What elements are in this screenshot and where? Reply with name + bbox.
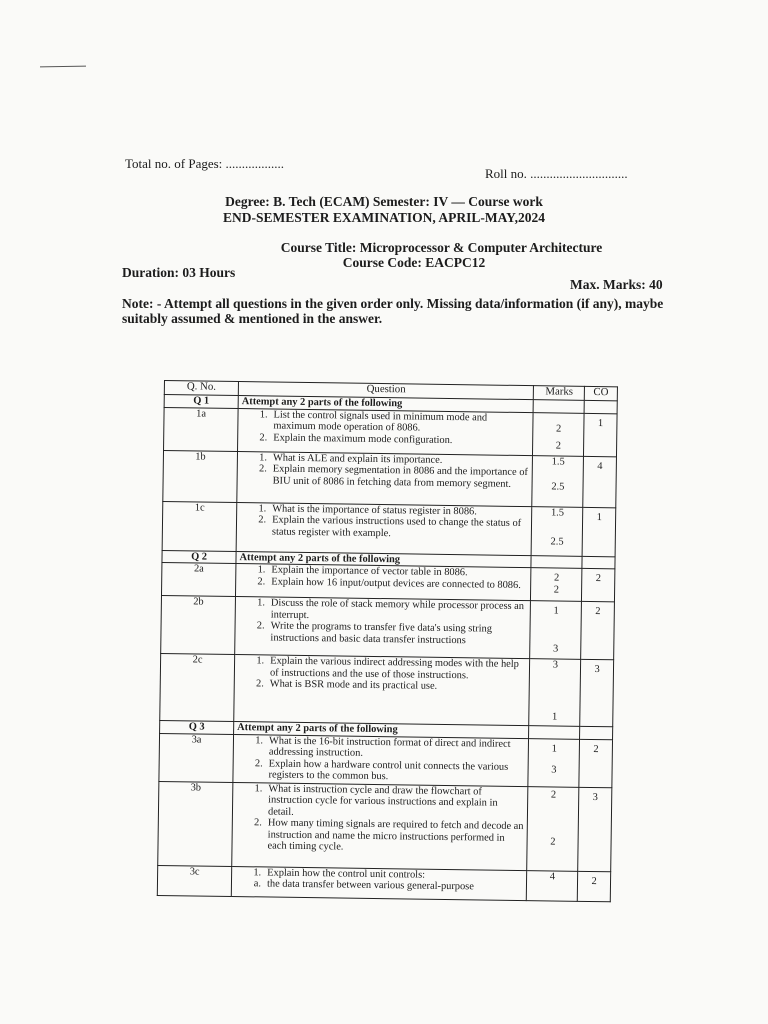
part-marks bbox=[530, 601, 582, 660]
duration: Duration: 03 Hours bbox=[122, 265, 236, 280]
part-questions bbox=[233, 734, 529, 786]
part-id: 2b bbox=[161, 595, 236, 654]
part-questions bbox=[234, 655, 530, 726]
table-row bbox=[160, 653, 614, 726]
marks-value: 2 bbox=[553, 572, 560, 584]
part-questions bbox=[236, 564, 532, 601]
marks-value: 1.5 bbox=[550, 506, 565, 519]
part-marks bbox=[531, 568, 582, 602]
table-row bbox=[163, 450, 617, 507]
co-value: 4 bbox=[597, 460, 603, 472]
part-questions bbox=[236, 502, 532, 555]
part-id: 2c bbox=[160, 653, 235, 721]
part-id: 3b bbox=[158, 781, 233, 866]
roll-number: Roll no. .............................. bbox=[485, 166, 628, 181]
exam-title: END-SEMESTER EXAMINATION, APRIL-MAY,2024 bbox=[222, 210, 546, 225]
question-number: a. bbox=[253, 878, 262, 890]
question-item bbox=[241, 463, 530, 490]
question-number: 1. bbox=[254, 782, 263, 794]
part-questions bbox=[238, 408, 534, 455]
question-number: 1. bbox=[257, 564, 266, 576]
course-code: Course Code: EACPC12 bbox=[342, 255, 486, 270]
part-co bbox=[581, 601, 615, 659]
question-number: 2. bbox=[255, 678, 264, 690]
part-co bbox=[584, 413, 617, 456]
question-number: 2. bbox=[258, 514, 267, 526]
part-marks bbox=[532, 506, 583, 556]
question-number: 2. bbox=[254, 757, 263, 769]
section-qno: Q 3 bbox=[160, 720, 234, 734]
question-text: List the control signals used in minimum mode and maximum mode operation of 8086. bbox=[273, 409, 488, 434]
question-text: What is the 16-bit instruction format of direct and indirect addressing instruction. bbox=[268, 735, 511, 759]
marks-value: 2 bbox=[556, 422, 562, 435]
section-marks-cell bbox=[529, 726, 580, 739]
question-item bbox=[236, 758, 525, 785]
part-questions bbox=[232, 782, 529, 870]
question-text: Discuss the role of stack memory while processor process an interrupt. bbox=[270, 597, 525, 621]
question-number: 2. bbox=[258, 463, 267, 475]
question-text: Explain the various instructions used to change the status of status register with example. bbox=[271, 514, 522, 539]
section-marks-cell bbox=[531, 555, 582, 568]
part-marks bbox=[527, 786, 579, 871]
part-id: 1a bbox=[164, 407, 239, 451]
question-table bbox=[157, 380, 618, 902]
question-text: Explain how 16 input/output devices are connected to 8086. bbox=[271, 576, 521, 591]
table-row bbox=[158, 781, 612, 871]
question-number: 2. bbox=[257, 575, 266, 587]
marks-value: 3 bbox=[552, 642, 559, 655]
question-text: What is BSR mode and its practical use. bbox=[269, 678, 438, 692]
part-co bbox=[582, 568, 615, 601]
max-marks: Max. Marks: 40 bbox=[570, 277, 663, 292]
co-value: 1 bbox=[596, 511, 602, 523]
section-co-cell bbox=[584, 400, 617, 413]
question-text: Write the programs to transfer five data's using string instructions and basic data transfer instructions bbox=[270, 620, 493, 646]
marks-value: 1 bbox=[551, 710, 558, 723]
co-value: 2 bbox=[595, 606, 601, 618]
part-co bbox=[579, 739, 612, 787]
part-marks bbox=[528, 738, 579, 787]
question-text: What is the importance of status register in 8086. bbox=[272, 503, 477, 517]
marks-value: 2.5 bbox=[550, 536, 564, 548]
table-row bbox=[157, 865, 610, 901]
marks-value: 1.5 bbox=[551, 455, 565, 468]
question-item bbox=[238, 620, 527, 647]
part-co bbox=[577, 871, 610, 901]
part-questions bbox=[237, 451, 533, 506]
question-number: 2. bbox=[259, 431, 268, 443]
question-number: 2. bbox=[256, 620, 265, 632]
question-text: What is instruction cycle and draw the flowchart of instruction cycle for various instructions and explain in detail. bbox=[267, 782, 498, 818]
table-row bbox=[161, 595, 615, 659]
marks-value: 2 bbox=[550, 836, 556, 848]
total-pages: Total no. of Pages: .................. bbox=[125, 156, 285, 171]
section-instruction: Attempt any 2 parts of the following bbox=[236, 551, 532, 568]
part-co bbox=[578, 787, 612, 871]
degree-line: Degree: B. Tech (ECAM) Semester: IV — Course work bbox=[225, 194, 543, 209]
col-header-question: Question bbox=[238, 382, 534, 400]
section-qno: Q 1 bbox=[164, 395, 238, 409]
section-co-cell bbox=[582, 556, 615, 569]
question-text: What is ALE and explain its importance. bbox=[272, 452, 443, 466]
question-text: How many timing signals are required to fetch and decode an instruction and name the micro instructions performed in each timing cycle. bbox=[267, 817, 524, 853]
question-item bbox=[240, 514, 529, 541]
part-id: 2a bbox=[161, 562, 236, 596]
table-row bbox=[164, 407, 618, 456]
question-number: 2. bbox=[254, 817, 262, 829]
part-marks bbox=[527, 870, 578, 901]
question-number: 1. bbox=[259, 451, 268, 463]
part-marks bbox=[532, 455, 583, 507]
part-marks bbox=[533, 412, 584, 456]
question-number: 1. bbox=[253, 866, 262, 878]
co-value: 1 bbox=[597, 417, 604, 429]
part-id: 1c bbox=[162, 501, 237, 551]
question-number: 1. bbox=[255, 734, 264, 746]
part-co bbox=[583, 456, 617, 507]
co-value: 3 bbox=[592, 791, 598, 803]
col-header-marks: Marks bbox=[534, 386, 585, 401]
question-number: 1. bbox=[259, 408, 268, 420]
question-text: Explain the importance of vector table in 8086. bbox=[271, 564, 468, 579]
question-number: 1. bbox=[258, 502, 267, 514]
question-text: Explain memory segmentation in 8086 and the importance of BIU unit of 8086 in fetching data from memory segment. bbox=[272, 463, 528, 490]
question-text: the data transfer between various general-purpose bbox=[266, 878, 474, 893]
marks-value: 1 bbox=[551, 742, 557, 755]
pen-mark bbox=[40, 66, 86, 69]
question-number: 1. bbox=[257, 597, 266, 609]
co-value: 2 bbox=[591, 875, 597, 887]
course-title: Course Title: Microprocessor & Computer Architecture bbox=[280, 240, 603, 255]
co-value: 3 bbox=[594, 664, 600, 676]
table-row bbox=[162, 501, 616, 556]
question-item bbox=[235, 817, 524, 856]
table-row bbox=[159, 733, 613, 787]
part-questions bbox=[231, 866, 527, 900]
part-id: 3a bbox=[159, 733, 234, 782]
part-id: 1b bbox=[163, 450, 238, 502]
part-co bbox=[580, 659, 614, 726]
part-marks bbox=[529, 659, 581, 727]
question-text: Explain the various indirect addressing modes with the help of instructions and the use of those instructions. bbox=[269, 655, 519, 681]
marks-value: 3 bbox=[551, 764, 557, 776]
co-value: 2 bbox=[593, 743, 599, 755]
col-header-co: CO bbox=[584, 386, 617, 400]
question-text: Explain how a hardware control unit connects the various registers to the common bus. bbox=[268, 758, 509, 783]
col-header-qno: Q. No. bbox=[164, 381, 238, 396]
section-co-cell bbox=[580, 726, 613, 739]
section-qno: Q 2 bbox=[162, 550, 236, 564]
section-instruction: Attempt any 2 parts of the following bbox=[234, 722, 530, 739]
co-value: 2 bbox=[595, 573, 602, 585]
section-marks-cell bbox=[534, 400, 585, 413]
marks-value: 2.5 bbox=[551, 481, 565, 493]
question-number: 1. bbox=[256, 655, 265, 667]
exam-note: Note: - Attempt all questions in the given order only. Missing data/information (if any), maybe suitably assumed & mentioned in the answer. bbox=[122, 296, 664, 326]
marks-value: 1 bbox=[553, 605, 559, 617]
part-co bbox=[582, 507, 616, 556]
marks-value: 2 bbox=[553, 583, 560, 596]
question-text: Explain how the control unit controls: bbox=[267, 866, 426, 881]
question-text: Explain the maximum mode configuration. bbox=[273, 432, 453, 446]
marks-value: 2 bbox=[555, 440, 562, 452]
part-questions bbox=[235, 597, 531, 659]
section-instruction: Attempt any 2 parts of the following bbox=[238, 396, 534, 413]
marks-value: 3 bbox=[552, 659, 559, 671]
question-item bbox=[236, 783, 525, 822]
marks-value: 4 bbox=[549, 870, 556, 883]
marks-value: 2 bbox=[550, 788, 557, 801]
part-id: 3c bbox=[157, 865, 231, 896]
question-table-wrapper bbox=[156, 380, 618, 934]
